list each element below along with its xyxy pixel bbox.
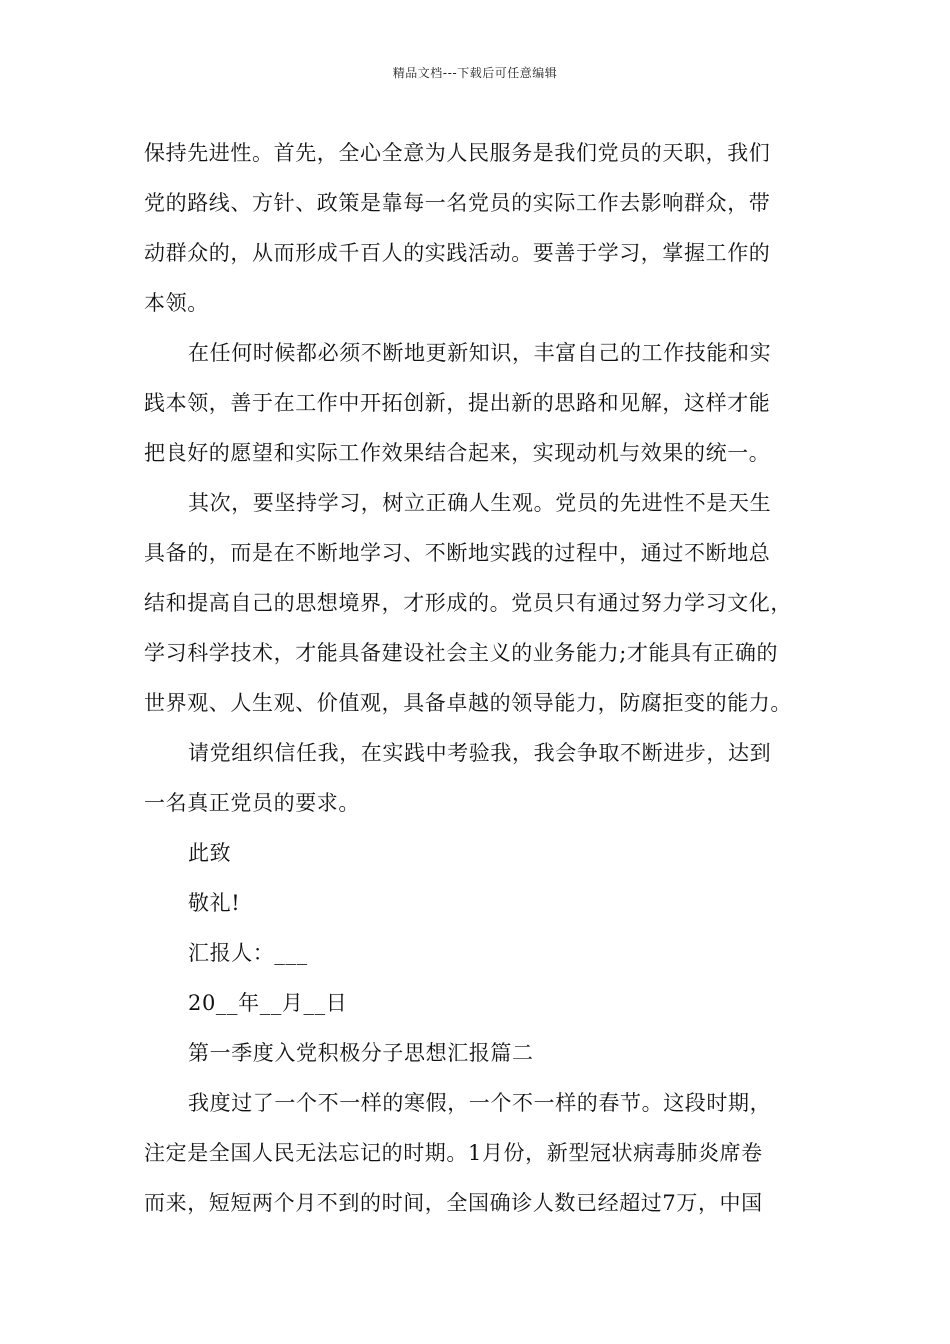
closing-salutation: 此致 (188, 841, 232, 865)
paragraph-line: 世界观、人生观、价值观，具备卓越的领导能力，防腐拒变的能力。 (144, 691, 792, 715)
paragraph-line: 本领。 (144, 291, 209, 315)
paragraph-line: 把良好的愿望和实际工作效果结合起来，实现动机与效果的统一。 (144, 441, 771, 465)
document-body (144, 128, 809, 1228)
paragraph-line: 注定是全国人民无法忘记的时期。1月份，新型冠状病毒肺炎席卷 (144, 1141, 763, 1165)
paragraph-line: 党的路线、方针、政策是靠每一名党员的实际工作去影响群众，带 (144, 191, 771, 215)
paragraph-line: 我度过了一个不一样的寒假，一个不一样的春节。这段时期， (188, 1091, 772, 1115)
reporter-signature: 汇报人：___ (188, 941, 308, 965)
paragraph-line: 学习科学技术，才能具备建设社会主义的业务能力;才能具有正确的 (144, 641, 779, 665)
page-header: 精品文档---下载后可任意编辑 (392, 66, 558, 80)
paragraph-line: 其次，要坚持学习，树立正确人生观。党员的先进性不是天生 (188, 491, 772, 515)
section-title: 第一季度入党积极分子思想汇报篇二 (188, 1041, 534, 1065)
paragraph-line: 践本领，善于在工作中开拓创新，提出新的思路和见解，这样才能 (144, 391, 771, 415)
paragraph-line: 具备的，而是在不断地学习、不断地实践的过程中，通过不断地总 (144, 541, 771, 565)
paragraph-line: 结和提高自己的思想境界，才形成的。党员只有通过努力学习文化， (144, 591, 792, 615)
paragraph-line: 保持先进性。首先，全心全意为人民服务是我们党员的天职，我们 (144, 141, 771, 165)
paragraph-line: 一名真正党员的要求。 (144, 791, 360, 815)
paragraph-line: 而来，短短两个月不到的时间，全国确诊人数已经超过7万，中国 (144, 1191, 763, 1215)
closing-respect: 敬礼! (188, 891, 241, 915)
report-date: 20__年__月__日 (188, 991, 348, 1015)
paragraph-line: 在任何时候都必须不断地更新知识，丰富自己的工作技能和实 (188, 341, 772, 365)
paragraph-line: 请党组织信任我，在实践中考验我，我会争取不断进步，达到 (188, 741, 772, 765)
paragraph-line: 动群众的，从而形成千百人的实践活动。要善于学习，掌握工作的 (144, 241, 771, 265)
